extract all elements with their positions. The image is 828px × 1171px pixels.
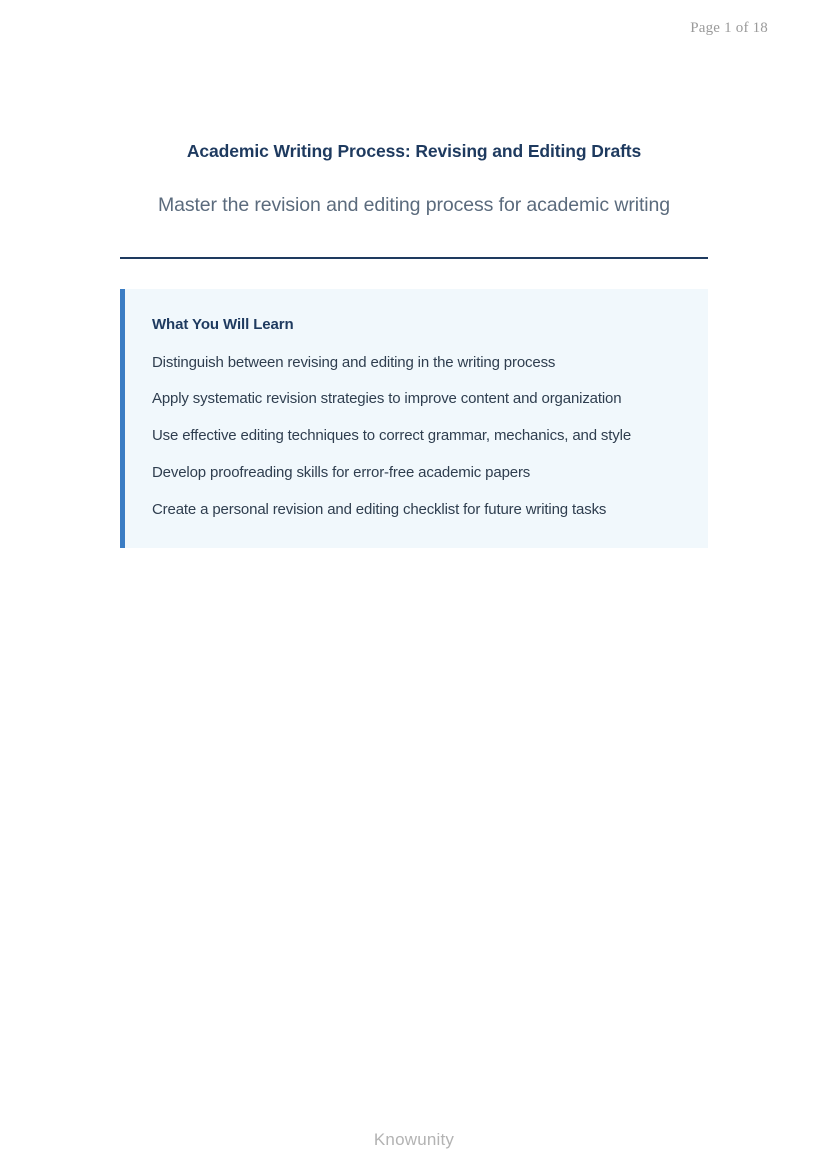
- list-item: Distinguish between revising and editing in the writing process: [152, 353, 556, 371]
- list-item: Apply systematic revision strategies to improve content and organization: [152, 390, 622, 408]
- page-number-indicator: Page 1 of 18: [690, 20, 768, 36]
- page-title: Academic Writing Process: Revising and Editing Drafts: [186, 141, 642, 161]
- callout-content: [125, 289, 708, 528]
- list-item: Use effective editing techniques to correct grammar, mechanics, and style: [152, 427, 632, 444]
- callout-heading: What You Will Learn: [152, 316, 294, 333]
- list-item: Develop proofreading skills for error-free academic papers: [152, 463, 531, 481]
- learning-outcomes-list: [152, 344, 682, 528]
- list-item: Create a personal revision and editing checklist for future writing tasks: [152, 500, 607, 518]
- page-subtitle: Master the revision and editing process for academic writing: [157, 194, 671, 216]
- footer-brand: Knowunity: [373, 1130, 455, 1149]
- learning-outcomes-callout: [120, 289, 708, 548]
- title-divider: [120, 257, 708, 259]
- title-block: [120, 140, 708, 216]
